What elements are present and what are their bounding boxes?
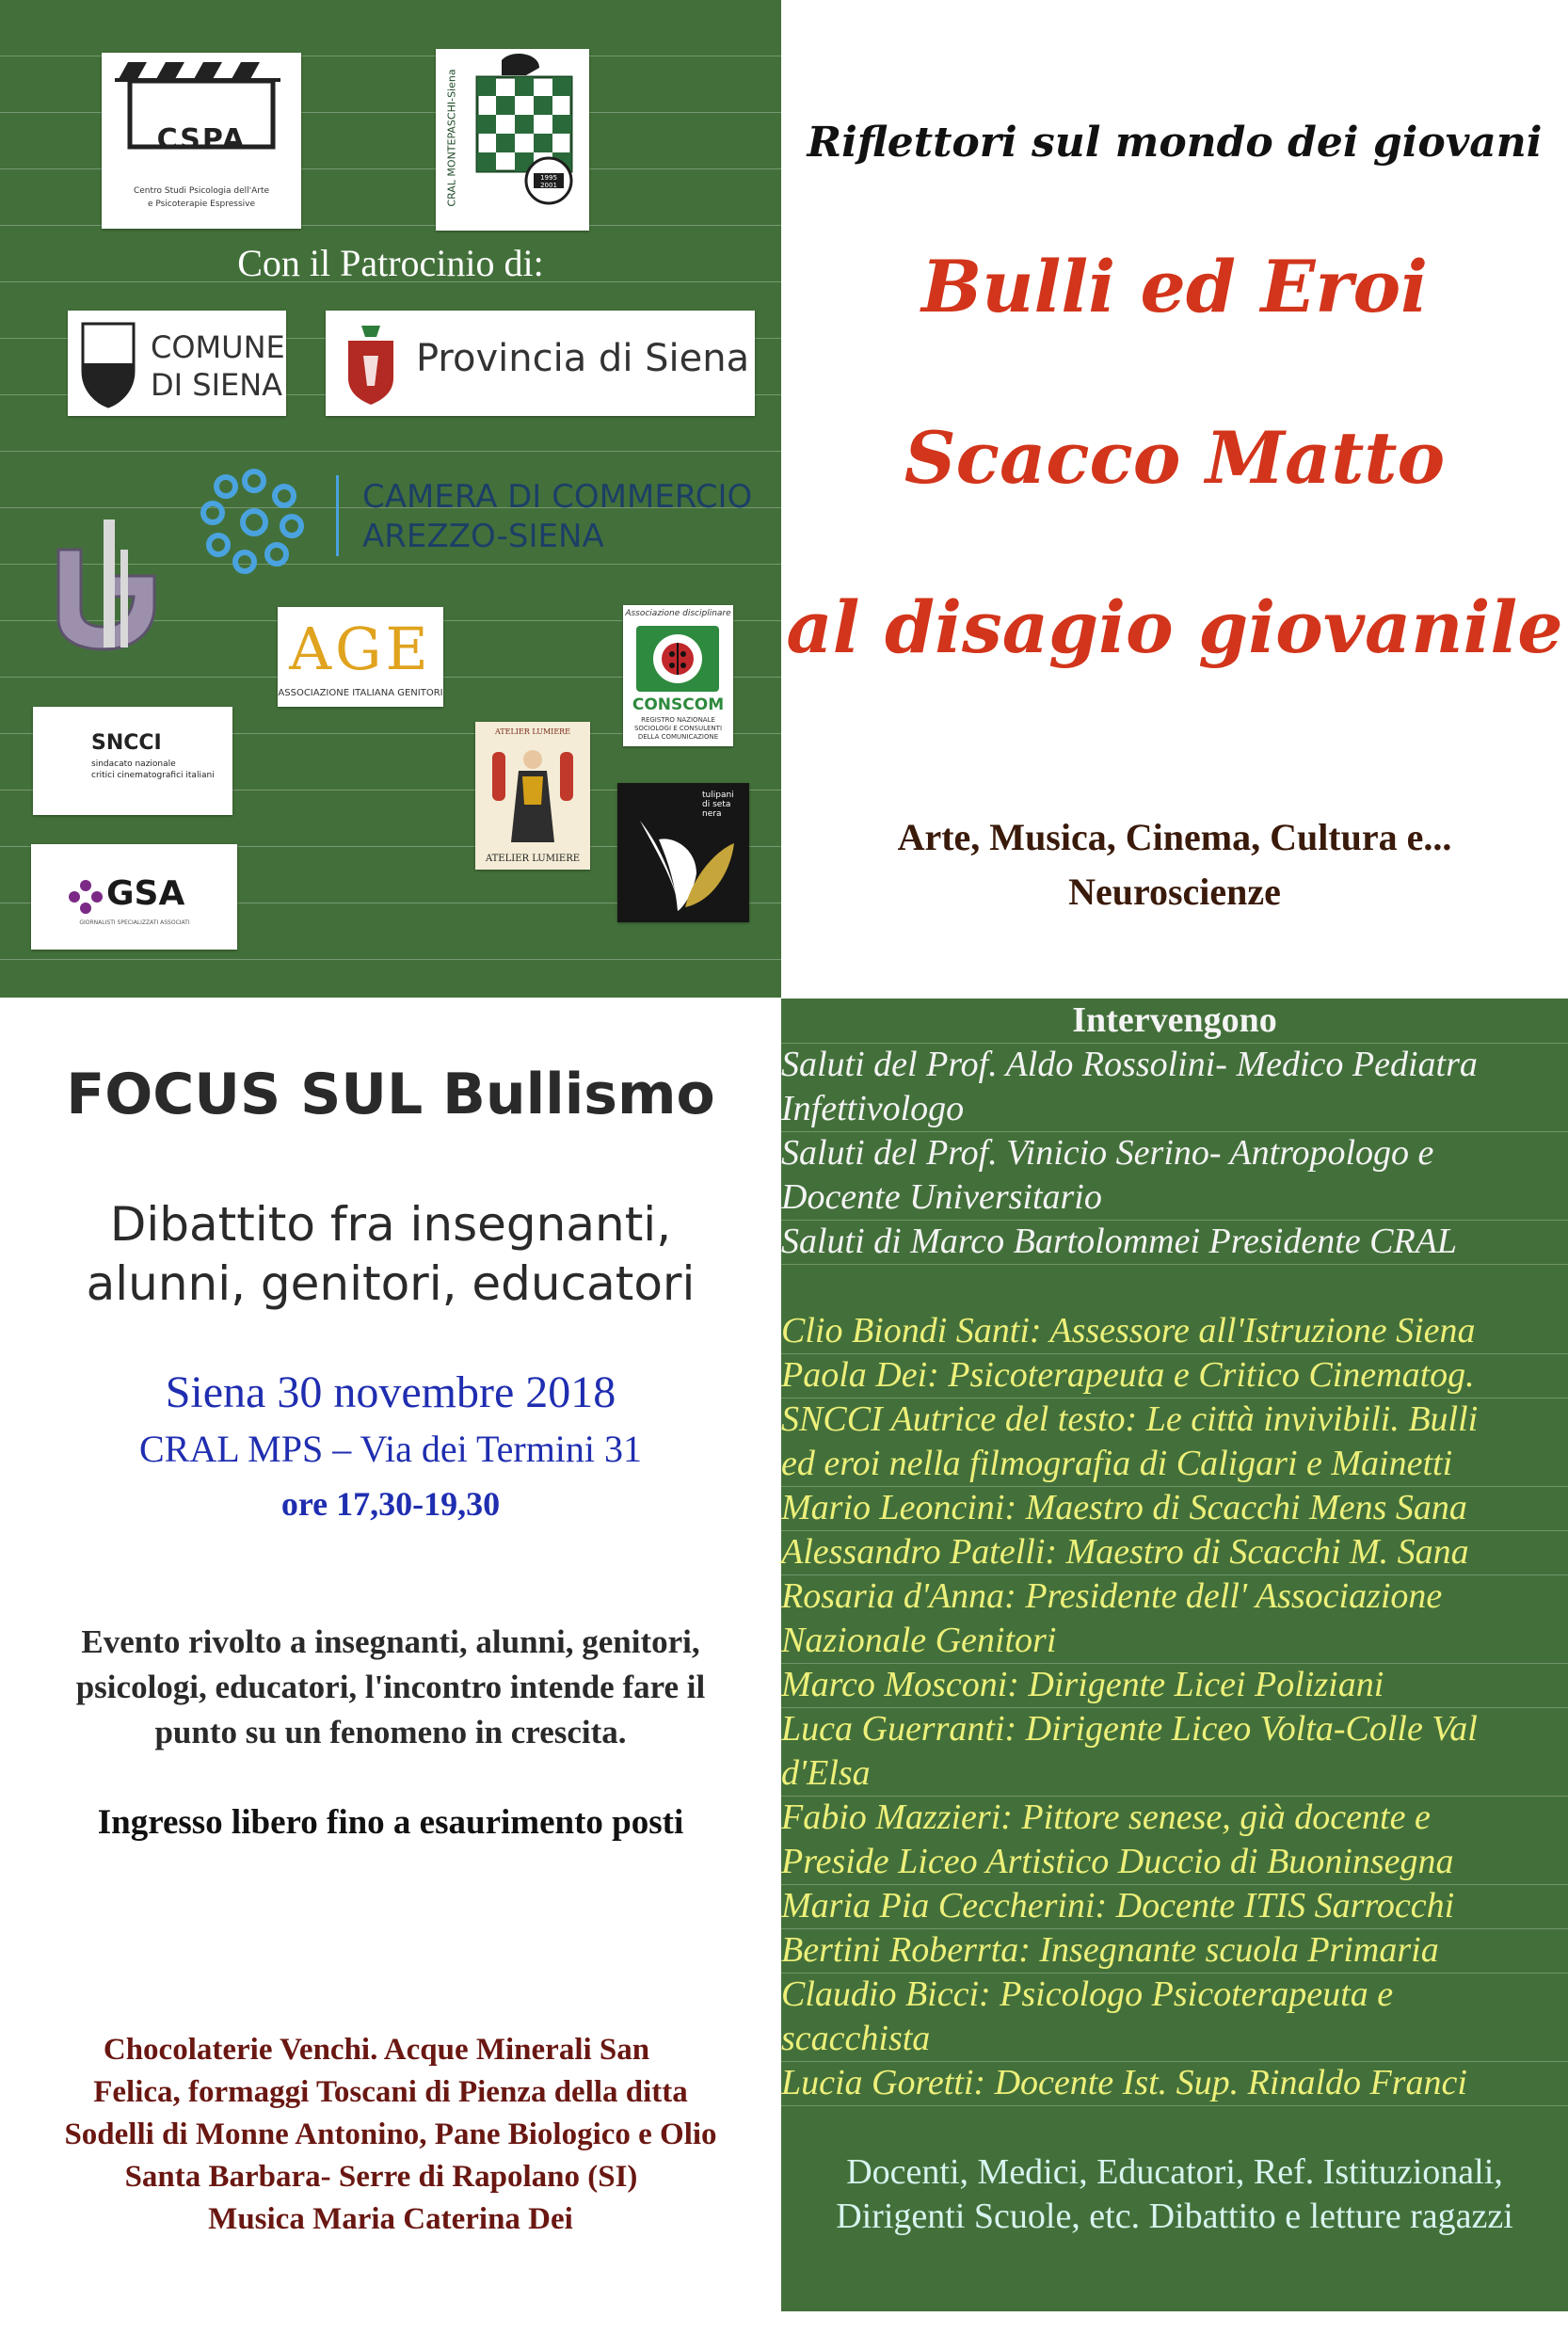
sncci-caption: critici cinematografici italiani [91, 771, 215, 780]
conscom-logo [623, 605, 733, 746]
camera-commercio-line-1: CAMERA DI COMMERCIO [362, 478, 753, 516]
age-caption: ASSOCIAZIONE ITALIANA GENITORI [278, 688, 443, 698]
speaker-line: ed eroi nella filmografia di Caligari e Mainetti [781, 1444, 1453, 1483]
conscom-name: CONSCOM [632, 695, 725, 714]
speaker-line: Fabio Mazzieri: Pittore senese, già docente e [781, 1798, 1431, 1837]
speaker-item [781, 1928, 1568, 1973]
camera-commercio-icon [198, 466, 311, 579]
speaker-line: Paola Dei: Psicoterapeuta e Critico Cinematog. [781, 1355, 1475, 1395]
speaker-line: Bertini Roberrta: Insegnante scuola Primaria [781, 1930, 1439, 1970]
cspa-subtitle: e Psicoterapie Espressive [147, 200, 256, 209]
speaker-line: Preside Liceo Artistico Duccio di Buoninsegna [781, 1842, 1454, 1881]
cspa-subtitle: Centro Studi Psicologia dell'Arte [133, 186, 270, 196]
speaker-item [781, 1309, 1568, 1354]
cspa-logo [102, 53, 301, 229]
atelier-name: ATELIER LUMIERE [485, 854, 581, 864]
provincia-di-siena-logo [326, 311, 755, 416]
camera-divider [336, 475, 339, 556]
ladybug-icon [636, 626, 719, 692]
tulipani-text: tulipani di seta nera [702, 791, 734, 819]
sponsor-line: Chocolaterie Venchi. Acque Minerali San [103, 2033, 650, 2067]
cspa-name: CSPA [156, 123, 247, 156]
welcome-line: Saluti di Marco Bartolommei Presidente CRAL [781, 1222, 1458, 1261]
speaker-item [781, 1884, 1568, 1929]
speaker-item [781, 1574, 1568, 1664]
speaker-line: Clio Biondi Santi: Assessore all'Istruzione Siena [781, 1311, 1476, 1350]
welcome-item [781, 1220, 1568, 1265]
speaker-line: d'Elsa [781, 1753, 871, 1793]
event-time: ore 17,30-19,30 [280, 1485, 501, 1523]
speaker-line: scacchista [781, 2019, 931, 2058]
sncci-logo [33, 707, 232, 815]
patronage-label: Con il Patrocinio di: [237, 242, 544, 284]
chessboard-icon [436, 49, 589, 231]
cral-badge-text: 1995 2001 [540, 174, 557, 189]
event-description-3: punto su un fenomeno in crescita. [154, 1714, 627, 1750]
focus-subtitle-2: alunni, genitori, educatori [86, 1256, 696, 1311]
focus-subtitle-1: Dibattito fra insegnanti, [109, 1197, 672, 1252]
kicker-text: Riflettori sul mondo dei giovani [807, 119, 1543, 167]
speakers-heading-row [781, 999, 1568, 1044]
age-logo [278, 607, 443, 707]
welcome-line: Docente Universitario [781, 1177, 1102, 1217]
sponsor-line: Sodelli di Monne Antonino, Pane Biologico e Olio [64, 2117, 717, 2151]
comune-line-1: COMUNE [151, 329, 285, 365]
gsa-flower-icon [67, 878, 104, 916]
speaker-item [781, 1796, 1568, 1885]
event-venue: CRAL MPS – Via dei Termini 31 [138, 1428, 643, 1470]
welcome-line: Saluti del Prof. Vinicio Serino- Antropologo e [781, 1133, 1434, 1173]
tulipani-logo [617, 783, 749, 922]
comune-line-2: DI SIENA [151, 367, 283, 403]
conscom-header: Associazione disciplinare [625, 609, 731, 618]
closing-item [781, 2150, 1568, 2239]
cral-montepaschi-logo [436, 49, 589, 231]
speaker-line: Maria Pia Ceccherini: Docente ITIS Sarrocchi [781, 1886, 1455, 1926]
speakers-heading: Intervengono [1072, 1000, 1277, 1040]
speaker-line: Luca Guerranti: Dirigente Liceo Volta-Colle Val [781, 1709, 1478, 1749]
vintage-lady-illustration [475, 739, 590, 852]
speaker-line: Claudio Bicci: Psicologo Psicoterapeuta e [781, 1974, 1394, 2014]
atelier-lumiere-logo [475, 722, 590, 870]
welcome-item [781, 1131, 1568, 1221]
sponsor-line: Felica, formaggi Toscani di Pienza della ditta [93, 2075, 688, 2109]
focus-title: FOCUS SUL Bullismo [66, 1062, 715, 1127]
gsa-name: GSA [106, 874, 185, 913]
g-monogram-logo [45, 516, 168, 653]
closing-line: Docenti, Medici, Educatori, Ref. Istituzionali, [846, 2152, 1503, 2192]
conscom-caption: DELLA COMUNICAZIONE [637, 733, 719, 741]
closing-line: Dirigenti Scuole, etc. Dibattito e letture ragazzi [836, 2197, 1513, 2236]
themes-line-1: Arte, Musica, Cinema, Cultura e... [897, 816, 1452, 858]
event-description-2: psicologi, educatori, l'incontro intende fare il [75, 1669, 706, 1705]
provincia-crest-icon [343, 322, 399, 407]
speaker-line: Marco Mosconi: Dirigente Licei Poliziani [781, 1665, 1384, 1704]
event-date: Siena 30 novembre 2018 [165, 1367, 616, 1417]
sncci-caption: sindacato nazionale [91, 759, 176, 769]
speaker-item [781, 1353, 1568, 1398]
sncci-name: SNCCI [91, 731, 162, 755]
speaker-item [781, 1530, 1568, 1575]
cral-vertical-text: CRAL MONTEPASCHI-Siena [445, 69, 458, 207]
sponsor-line: Santa Barbara- Serre di Rapolano (SI) [124, 2160, 638, 2194]
entry-note: Ingresso libero fino a esaurimento posti [97, 1803, 684, 1842]
speaker-line: Rosaria d'Anna: Presidente dell' Associazione [781, 1576, 1443, 1616]
speaker-item [781, 2061, 1568, 2106]
sponsor-line: Musica Maria Caterina Dei [208, 2202, 573, 2236]
gsa-caption: GIORNALISTI SPECIALIZZATI ASSOCIATI [79, 919, 190, 926]
atelier-top-text: ATELIER LUMIERE [494, 727, 571, 736]
title-line-1: Bulli ed Eroi [920, 245, 1429, 328]
sponsor-logo-panel [0, 0, 781, 998]
speaker-item [781, 1486, 1568, 1531]
title-line-3: al disagio giovanile [786, 585, 1563, 669]
speaker-line: Lucia Goretti: Docente Ist. Sup. Rinaldo Franci [781, 2063, 1467, 2102]
themes-line-2: Neuroscienze [1068, 871, 1281, 913]
age-mark: AGE [289, 615, 432, 683]
speaker-item [781, 1398, 1568, 1487]
title-line-2: Scacco Matto [904, 416, 1446, 500]
speaker-item [781, 1707, 1568, 1797]
welcome-line: Infettivologo [781, 1089, 965, 1128]
speaker-item [781, 1973, 1568, 2062]
conscom-caption: REGISTRO NAZIONALE [641, 716, 715, 724]
conscom-caption: SOCIOLOGI E CONSULENTI [633, 725, 723, 732]
gsa-logo [31, 844, 237, 950]
provincia-name: Provincia di Siena [416, 337, 750, 380]
speaker-line: Alessandro Patelli: Maestro di Scacchi M. Sana [781, 1532, 1469, 1572]
welcome-item [781, 1043, 1568, 1132]
conscom-emblem [636, 626, 719, 692]
event-description-1: Evento rivolto a insegnanti, alunni, genitori, [81, 1623, 700, 1660]
speakers-panel [781, 999, 1568, 2311]
comune-di-siena-logo [68, 311, 286, 416]
speaker-line: Mario Leoncini: Maestro di Scacchi Mens Sana [781, 1488, 1467, 1527]
camera-commercio-line-2: AREZZO-SIENA [362, 518, 604, 555]
speaker-item [781, 1663, 1568, 1708]
welcome-line: Saluti del Prof. Aldo Rossolini- Medico Pediatra [781, 1045, 1478, 1084]
speaker-line: SNCCI Autrice del testo: Le città invivibili. Bulli [781, 1399, 1479, 1439]
speaker-line: Nazionale Genitori [781, 1621, 1057, 1660]
siena-shield-icon [75, 316, 141, 410]
